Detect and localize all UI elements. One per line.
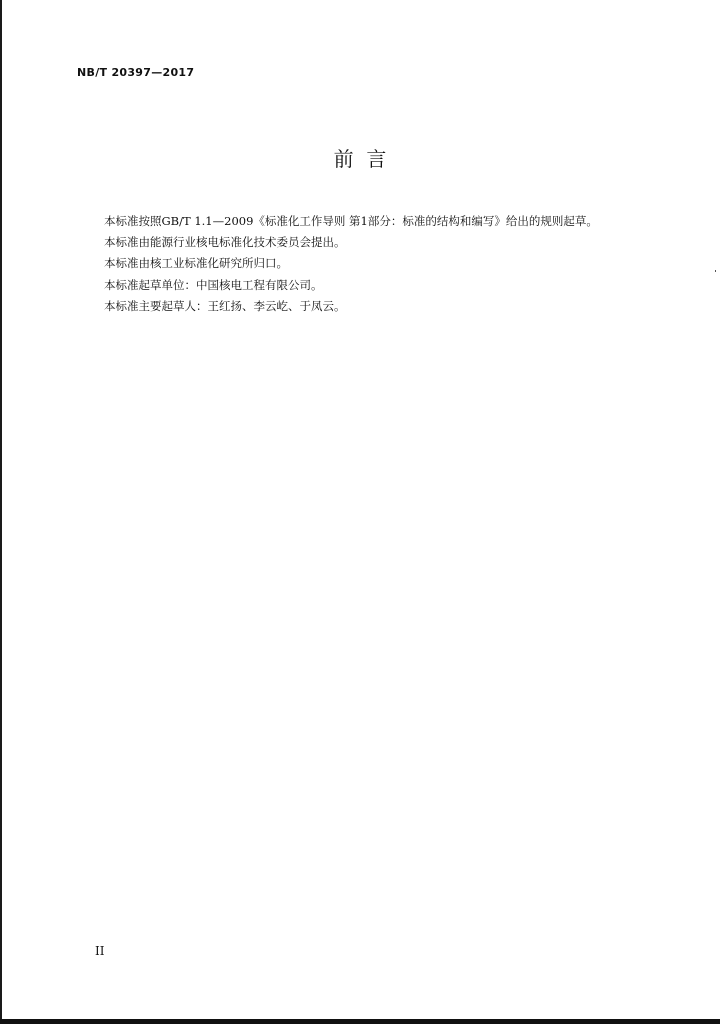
paragraph-drafters: 本标准主要起草人：王红扬、李云屹、于凤云。: [104, 298, 346, 313]
scan-speck: [715, 270, 716, 272]
paragraph-drafting-rules: 本标准按照GB/T 1.1—2009《标准化工作导则 第1部分：标准的结构和编写》给出的规则起草。: [104, 214, 598, 228]
paragraph-administered-by: 本标准由核工业标准化研究所归口。: [104, 256, 288, 271]
page-title: 前 言: [333, 147, 387, 171]
preface-body: [104, 211, 664, 317]
standard-code-header: NB/T 20397—2017: [77, 66, 195, 79]
page-number: II: [95, 944, 105, 958]
paragraph-drafting-organization: 本标准起草单位：中国核电工程有限公司。: [104, 277, 323, 292]
paragraph-proposed-by: 本标准由能源行业核电标准化技术委员会提出。: [104, 235, 346, 250]
scan-edge-bottom: [0, 1019, 720, 1024]
